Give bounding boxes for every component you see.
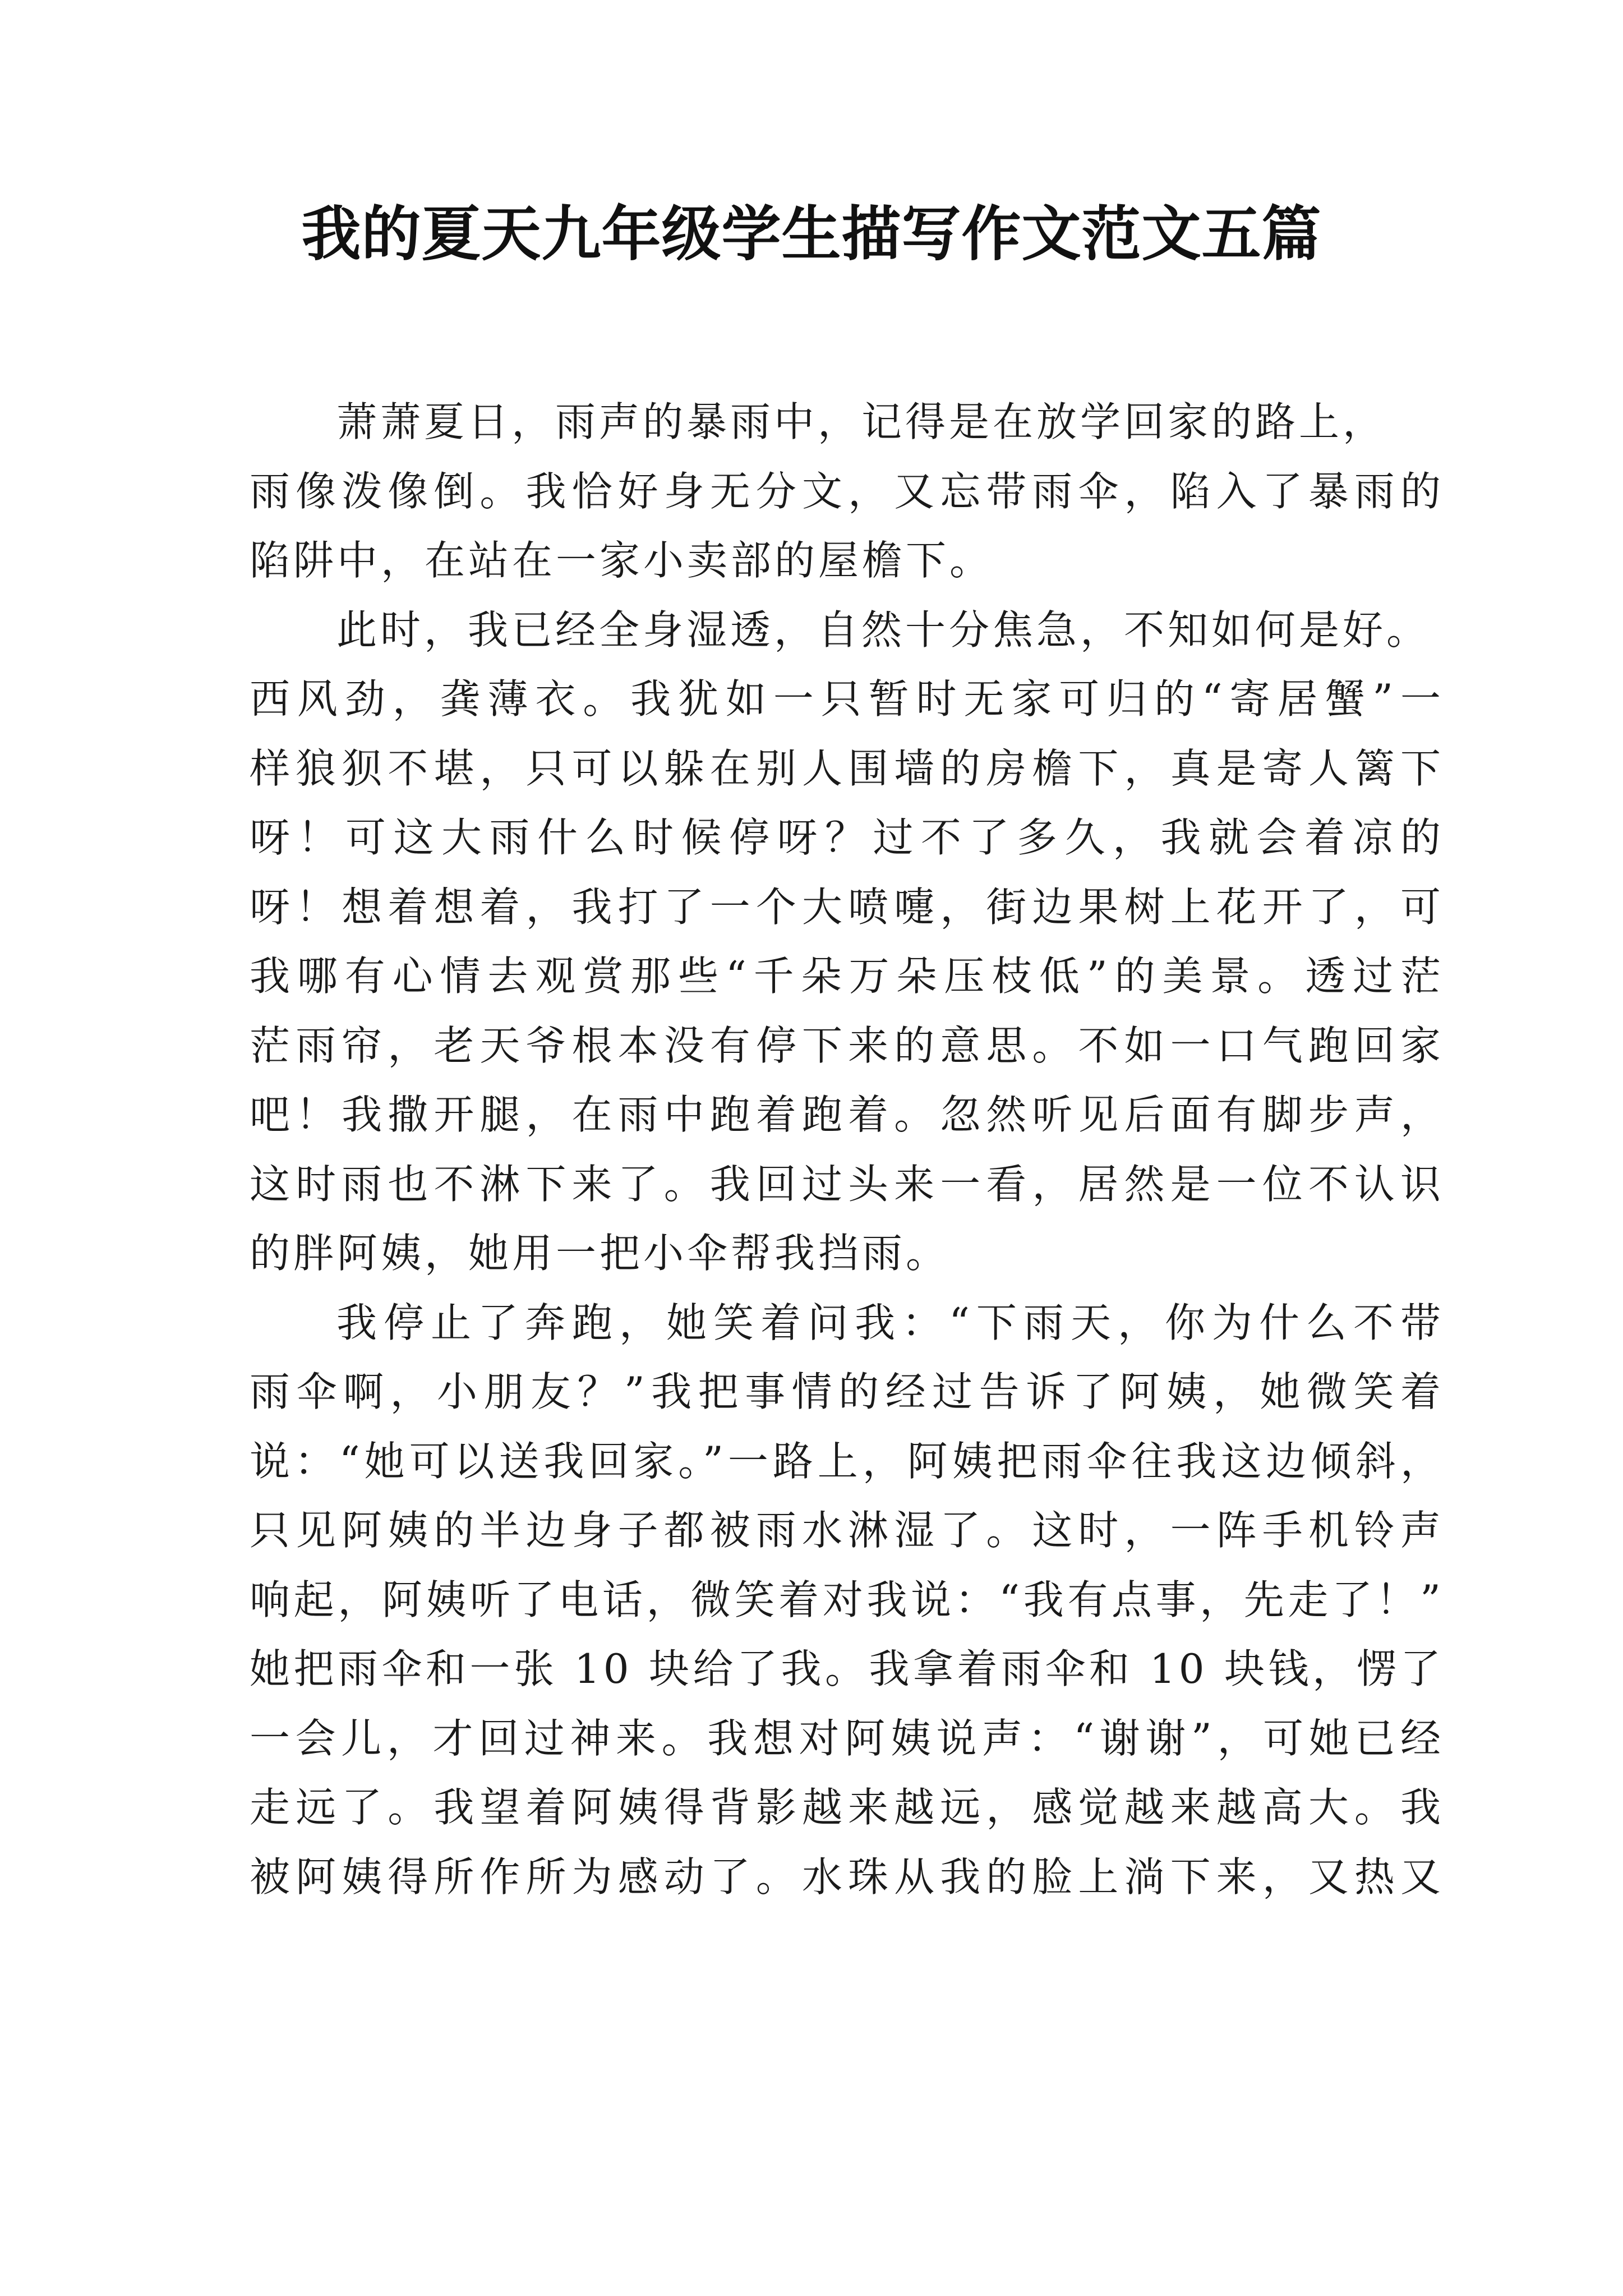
text-line: 吧！我撒开腿，在雨中跑着跑着。忽然听见后面有脚步声， [250, 1091, 1444, 1138]
text-line: 萧萧夏日，雨声的暴雨中，记得是在放学回家的路上， [336, 398, 1387, 445]
text-line: 走远了。我望着阿姨得背影越来越远，感觉越来越高大。我 [250, 1784, 1444, 1831]
text-line: 说：“她可以送我回家。”一路上，阿姨把雨伞往我这边倾斜， [250, 1438, 1444, 1485]
text-line: 这时雨也不淋下来了。我回过头来一看，居然是一位不认识 [250, 1161, 1444, 1208]
text-line: 我哪有心情去观赏那些“千朵万朵压枝低”的美景。透过茫 [250, 953, 1444, 1000]
text-line: 只见阿姨的半边身子都被雨水淋湿了。这时，一阵手机铃声 [250, 1507, 1444, 1554]
text-line: 陷阱中，在站在一家小卖部的屋檐下。 [250, 537, 994, 584]
text-line: 的胖阿姨，她用一把小伞帮我挡雨。 [250, 1230, 950, 1277]
text-line: 呀！想着想着，我打了一个大喷嚏，街边果树上花开了，可 [250, 884, 1444, 931]
text-line: 茫雨帘，老天爷根本没有停下来的意思。不如一口气跑回家 [250, 1022, 1444, 1069]
text-line: 呀！可这大雨什么时候停呀？过不了多久，我就会着凉的 [250, 814, 1444, 861]
text-line: 西风劲，龚薄衣。我犹如一只暂时无家可归的“寄居蟹”一 [250, 675, 1444, 723]
text-line: 一会儿，才回过神来。我想对阿姨说声：“谢谢”，可她已经 [250, 1715, 1444, 1762]
text-line: 样狼狈不堪，只可以躲在别人围墙的房檐下，真是寄人篱下 [250, 745, 1444, 792]
text-line: 被阿姨得所作所为感动了。水珠从我的脸上淌下来，又热又 [250, 1853, 1444, 1901]
document-title: 我的夏天九年级学生描写作文范文五篇 [301, 199, 1322, 269]
text-line: 响起，阿姨听了电话，微笑着对我说：“我有点事，先走了！” [250, 1576, 1444, 1623]
text-line: 她把雨伞和一张 10 块给了我。我拿着雨伞和 10 块钱，愣了 [250, 1645, 1444, 1692]
text-line: 雨伞啊，小朋友？”我把事情的经过告诉了阿姨，她微笑着 [250, 1368, 1444, 1415]
text-line: 雨像泼像倒。我恰好身无分文，又忘带雨伞，陷入了暴雨的 [250, 468, 1444, 515]
text-line: 我停止了奔跑，她笑着问我：“下雨天，你为什么不带 [336, 1299, 1444, 1346]
text-line: 此时，我已经全身湿透，自然十分焦急，不知如何是好。 [336, 606, 1431, 654]
